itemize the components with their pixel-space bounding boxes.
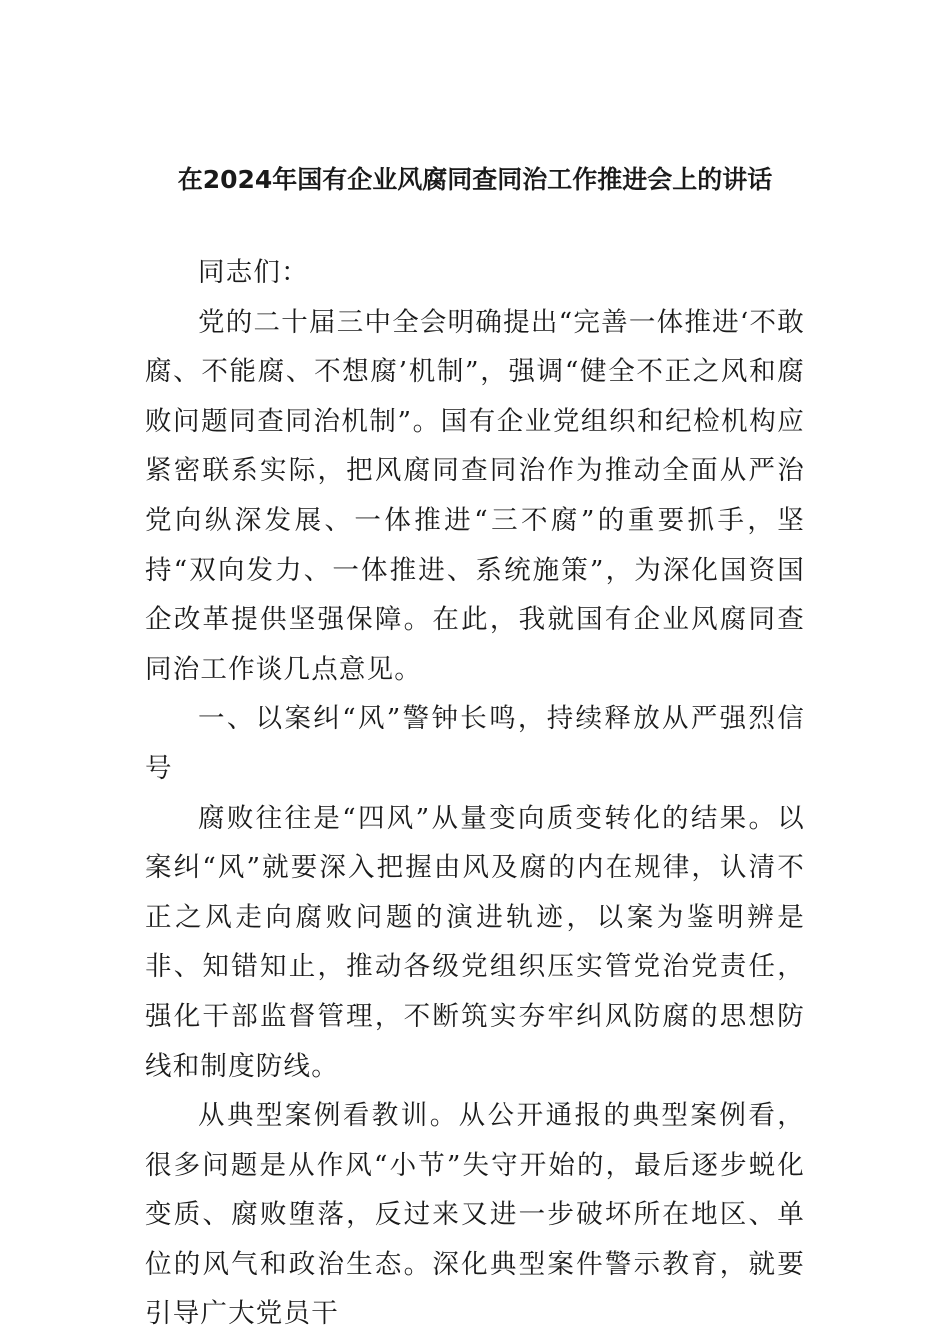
section-heading-1: 一、以案纠“风”警钟长鸣，持续释放从严强烈信号	[145, 703, 805, 784]
intro-paragraph: 党的二十届三中全会明确提出“完善一体推进‘不敢腐、不能腐、不想腐’机制”，强调“健全不正之风和腐败问题同查同治机制”。国有企业党组织和纪检机构应紧密联系实际，把风腐同查同治作为推动全面从严治党向纵深发展、一体推进“三不腐”的重要抓手，坚持“双向发力、一体推进、系统施策”，为深化国资国企改革提供坚强保障。在此，我就国有企业风腐同查同治工作谈几点意见。	[145, 306, 805, 685]
body-paragraph: 从典型案例看教训。从公开通报的典型案例看，很多问题是从作风“小节”失守开始的，最后逐步蜕化变质、腐败堕落，反过来又进一步破坏所在地区、单位的风气和政治生态。深化典型案件警示教育，就要引导广大党员干	[145, 1100, 805, 1330]
body-paragraph: 腐败往往是“四风”从量变向质变转化的结果。以案纠“风”就要深入把握由风及腐的内在规律，认清不正之风走向腐败问题的演进轨迹，以案为鉴明辨是非、知错知止，推动各级党组织压实管党治党责任，强化干部监督管理，不断筑实夯牢纠风防腐的思想防线和制度防线。	[145, 802, 805, 1082]
salutation-paragraph: 同志们：	[198, 257, 309, 288]
document-title: 在2024年国有企业风腐同查同治工作推进会上的讲话	[177, 165, 773, 194]
document-body	[145, 248, 805, 1339]
